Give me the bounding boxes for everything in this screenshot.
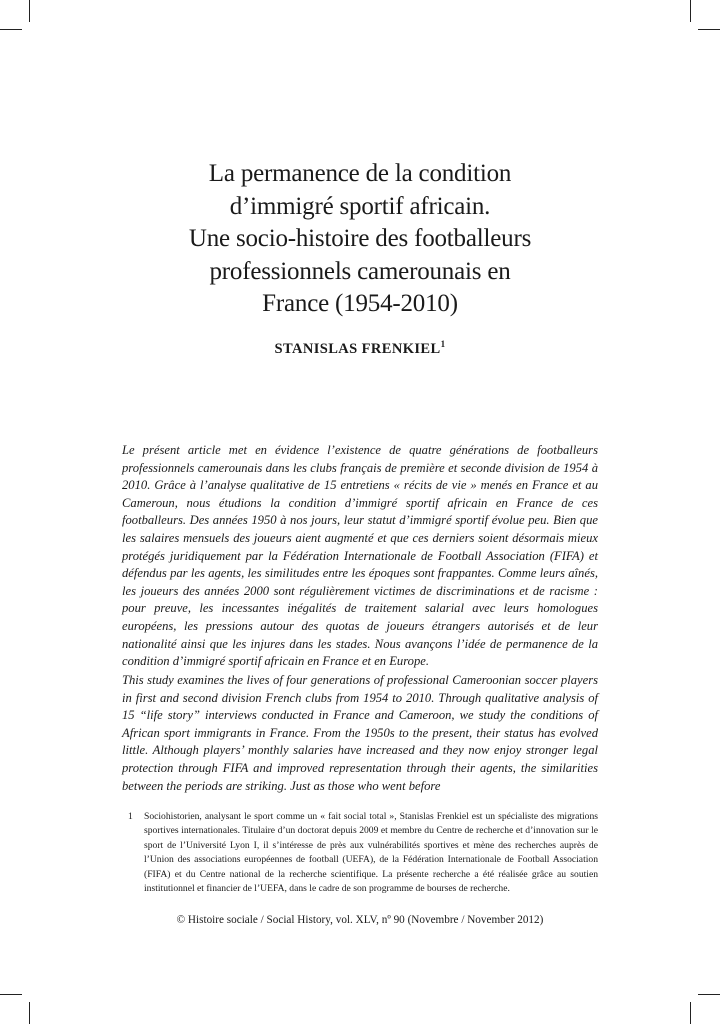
article-title (100, 158, 620, 321)
crop-mark-top-left-vertical (29, 0, 30, 22)
author-byline (100, 341, 620, 358)
crop-mark-bottom-left-horizontal (0, 994, 22, 995)
title-line: Une socio-histoire des footballeurs (188, 225, 532, 252)
footnote-marker[interactable]: 1 (440, 339, 446, 350)
title-line: La permanence de la condition (208, 160, 512, 187)
crop-mark-top-left-horizontal (0, 29, 22, 30)
abstract-french: Le présent article met en évidence l’existence de quatre générations de footballeurs professionnels camerounais dans les clubs français de première et seconde division de 1954 à 2010. Grâce à l’analyse qualitative de 15 entretiens « récits de vie » menés en France et au Cameroun, nous étudions la condition d’immigré sportif africain en France de ces footballeurs. Des années 1950 à nos jours, leur statut d’immigré sportif évolue peu. Bien que les salaires mensuels des joueurs aient augmenté et que ces derniers soient désormais mieux protégés juridiquement par la Fédération Internationale de Football Association (FIFA) et défendus par les agents, les similitudes entre les époques sont frappantes. Comme leurs aînés, les joueurs des années 2000 sont régulièrement victimes de discriminations et de racisme : pour preuve, les incessantes inégalités de traitement salarial avec leurs homologues européens, les pressions autour des quotas de joueurs étrangers autorisés et de leur nationalité ainsi que les injures dans les stades. Nous avançons l’idée de permanence de la condition d’immigré sportif africain en France et en Europe. (122, 443, 598, 669)
crop-mark-bottom-right-horizontal (698, 994, 720, 995)
title-line: d’immigré sportif africain. (229, 192, 491, 220)
crop-mark-top-right-horizontal (698, 29, 720, 30)
abstract-english: This study examines the lives of four generations of professional Cameroonian soccer players in first and second division French clubs from 1954 to 2010. Through qualitative analysis of 15 “life story” interviews conducted in France and Cameroon, we study the conditions of African sport immigrants in France. From the 1950s to the present, their status has evolved little. Although players’ monthly salaries have increased and they now enjoy stronger legal protection through FIFA and improved representation through their agents, the similarities between the periods are striking. Just as those who went before (122, 673, 598, 793)
footnote (122, 810, 598, 896)
title-line: professionnels camerounais en (209, 257, 511, 285)
crop-mark-bottom-right-vertical (690, 1002, 691, 1024)
crop-mark-top-right-vertical (690, 0, 691, 22)
journal-citation: © Histoire sociale / Social History, vol. XLV, nº 90 (Novembre / November 2012) (176, 914, 544, 926)
author-name: STANISLAS FRENKIEL (274, 341, 441, 357)
footnote-number: 1 (128, 811, 133, 822)
crop-mark-bottom-left-vertical (29, 1002, 30, 1024)
title-line: France (1954-2010) (262, 290, 458, 317)
footnote-text: Sociohistorien, analysant le sport comme un « fait social total », Stanislas Frenkiel est un spécialiste des migrations sportives internationales. Titulaire d’un doctorat depuis 2009 et membre du Centre de recherche et d’innovation sur le sport de l’Université Lyon I, il s’intéresse de près aux vulnérabilités sportives et mène des recherches auprès de l’Union des associations européennes de football (UEFA), de la Fédération Internationale de Football Association (FIFA) et du Centre national de la recherche scientifique. La présente recherche a été réalisée grâce au soutien institutionnel et financier de l’UEFA, dans le cadre de son programme de bourses de recherche. (144, 811, 598, 895)
